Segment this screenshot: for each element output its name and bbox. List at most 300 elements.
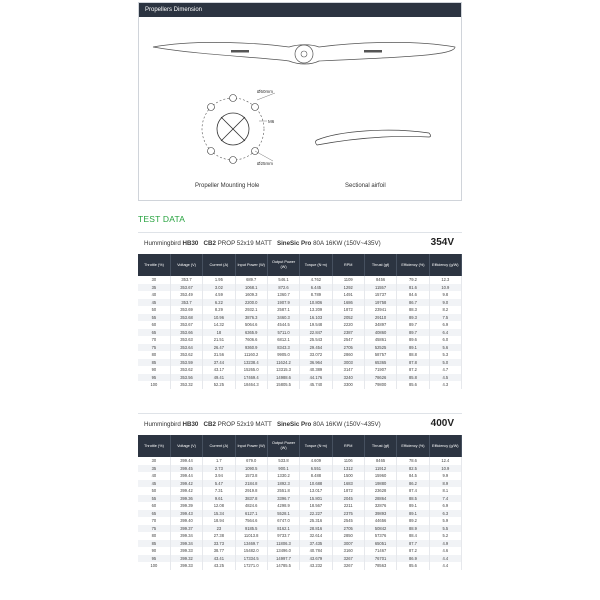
table-cell: 17271.0 — [235, 562, 267, 570]
table-cell: 1907.9 — [267, 299, 299, 307]
table-cell: 8162.1 — [267, 525, 299, 533]
table-row — [138, 487, 462, 495]
table-cell: 85.6 — [397, 381, 429, 389]
table-cell: 35 — [138, 465, 170, 473]
col-header: Current (A) — [203, 254, 235, 276]
table-cell: 40.784 — [300, 547, 332, 555]
table-cell: 6.22 — [203, 299, 235, 307]
table-cell: 40 — [138, 291, 170, 299]
table-cell: 1109 — [332, 276, 364, 284]
table-cell: 82.5 — [397, 465, 429, 473]
table-cell: 399.43 — [170, 510, 202, 518]
table-cell: 14785.5 — [267, 562, 299, 570]
table-cell: 12.08 — [203, 502, 235, 510]
table-cell: 1491 — [332, 291, 364, 299]
col-header: Efficiency (g/W) — [429, 254, 461, 276]
table-row — [138, 465, 462, 473]
table-cell: 353.7 — [170, 299, 202, 307]
table-cell: 13496.0 — [267, 547, 299, 555]
col-header: Current (A) — [203, 435, 235, 457]
table-cell: 3396.7 — [267, 495, 299, 503]
table-cell: 8.9 — [429, 480, 461, 488]
table-cell: 60 — [138, 321, 170, 329]
table-cell: 13469.7 — [235, 540, 267, 548]
table-cell: 2045 — [332, 495, 364, 503]
table-cell: 2545 — [332, 517, 364, 525]
table-row — [138, 381, 462, 389]
table-cell: 6.3 — [429, 510, 461, 518]
table-cell: 399.32 — [170, 555, 202, 563]
table-cell: 8.2 — [429, 306, 461, 314]
table-cell: 9.61 — [203, 495, 235, 503]
table-cell: 679.0 — [235, 457, 267, 465]
table-cell: 65 — [138, 329, 170, 337]
table-cell: 399.39 — [170, 502, 202, 510]
col-header: Output Power (W) — [267, 435, 299, 457]
table-cell: 45861 — [364, 336, 396, 344]
table-cell: 70 — [138, 336, 170, 344]
table-cell: 80 — [138, 532, 170, 540]
table-cell: 31.56 — [203, 351, 235, 359]
table-row — [138, 344, 462, 352]
table-cell: 29.454 — [300, 344, 332, 352]
table-cell: 71907 — [364, 366, 396, 374]
table-cell: 3.02 — [203, 284, 235, 292]
table-cell: 2932.1 — [235, 306, 267, 314]
table-cell: 30 — [138, 276, 170, 284]
table-cell: 4.609 — [300, 457, 332, 465]
table-cell: 3240 — [332, 374, 364, 382]
table-cell: 3837.8 — [235, 495, 267, 503]
table-cell: 52.25 — [203, 381, 235, 389]
table-cell: 87.4 — [397, 487, 429, 495]
table-cell: 2551.8 — [267, 487, 299, 495]
table-row — [138, 457, 462, 465]
table-cell: 16.103 — [300, 314, 332, 322]
table-cell: 50 — [138, 306, 170, 314]
table-row — [138, 336, 462, 344]
table-cell: 87.7 — [397, 540, 429, 548]
table-cell: 6812.1 — [267, 336, 299, 344]
table-cell: 89.1 — [397, 502, 429, 510]
table-cell: 11806.3 — [267, 540, 299, 548]
table-cell: 2200.0 — [235, 299, 267, 307]
table-row — [138, 359, 462, 367]
table-cell: 10.688 — [300, 480, 332, 488]
table-cell: 2705 — [332, 344, 364, 352]
table-cell: 100 — [138, 562, 170, 570]
table-cell: 89.2 — [397, 517, 429, 525]
table-cell: 2587.1 — [267, 306, 299, 314]
table-cell: 23941 — [364, 306, 396, 314]
table-cell: 5.2 — [429, 532, 461, 540]
table-cell: 49.41 — [203, 374, 235, 382]
table-cell: 9.0 — [429, 299, 461, 307]
table-cell: 1683 — [332, 480, 364, 488]
col-header: Torque (N·m) — [300, 435, 332, 457]
table-cell: 6365.9 — [235, 329, 267, 337]
table-row — [138, 480, 462, 488]
table-cell: 89.3 — [397, 314, 429, 322]
col-header: Efficiency (%) — [397, 435, 429, 457]
table-cell: 2850 — [332, 532, 364, 540]
table-cell: 19880 — [364, 480, 396, 488]
propeller-drawing — [139, 17, 463, 202]
table-cell: 86.9 — [397, 555, 429, 563]
table-cell: 353.68 — [170, 314, 202, 322]
table-cell: 5.47 — [203, 480, 235, 488]
table-cell: 9360.9 — [235, 344, 267, 352]
table-cell: 1360.7 — [267, 291, 299, 299]
column-header-row — [138, 435, 462, 457]
table-cell: 22.227 — [300, 510, 332, 518]
table-cell: 32876 — [364, 502, 396, 510]
table-cell: 2.73 — [203, 465, 235, 473]
motor-brand: Hummingbird — [144, 421, 181, 428]
table-cell: 89.7 — [397, 321, 429, 329]
table-cell: 2184.8 — [235, 480, 267, 488]
table-cell: 89.1 — [397, 344, 429, 352]
table-cell: 78626 — [364, 374, 396, 382]
table-cell: 45.740 — [300, 381, 332, 389]
table-cell: 87.8 — [397, 359, 429, 367]
table-cell: 32.614 — [300, 532, 332, 540]
table-cell: 7606.6 — [235, 336, 267, 344]
table-cell: 1090.5 — [235, 465, 267, 473]
table-cell: 1609.3 — [235, 291, 267, 299]
data-table — [138, 435, 462, 570]
table-row — [138, 351, 462, 359]
table-row — [138, 502, 462, 510]
table-cell: 399.44 — [170, 472, 202, 480]
table-cell: 399.45 — [170, 465, 202, 473]
table-cell: 399.37 — [170, 525, 202, 533]
table-cell: 4.7 — [429, 366, 461, 374]
table-cell: 399.42 — [170, 487, 202, 495]
table-cell: 399.33 — [170, 562, 202, 570]
table-row — [138, 517, 462, 525]
table-cell: 44656 — [364, 517, 396, 525]
col-header: Thrust (gf) — [364, 435, 396, 457]
table-cell: 1.7 — [203, 457, 235, 465]
table-cell: 9.8 — [429, 291, 461, 299]
table-cell: 23628 — [364, 487, 396, 495]
col-header: Throttle (%) — [138, 435, 170, 457]
table-cell: 4.6 — [429, 547, 461, 555]
table-cell: 3147 — [332, 366, 364, 374]
table-cell: 11557 — [364, 284, 396, 292]
table-cell: 2547 — [332, 336, 364, 344]
esc-spec: 80A 16KW (150V~435V) — [313, 240, 381, 247]
table-cell: 12.4 — [429, 457, 461, 465]
col-header: Throttle (%) — [138, 254, 170, 276]
table-cell: 84.6 — [397, 291, 429, 299]
table-cell: 36.964 — [300, 359, 332, 367]
table-cell: 6.9 — [429, 502, 461, 510]
prop-spec: PROP 52x19 MATT — [217, 240, 272, 247]
table-cell: 65051 — [364, 540, 396, 548]
table-cell: 353.62 — [170, 366, 202, 374]
table-cell: 27.38 — [203, 532, 235, 540]
table-cell: 43.41 — [203, 555, 235, 563]
table-cell: 3460.3 — [267, 314, 299, 322]
table-cell: 15.34 — [203, 510, 235, 518]
col-header: Voltage (V) — [170, 435, 202, 457]
table-cell: 5711.0 — [267, 329, 299, 337]
airfoil-caption: Sectional airfoil — [345, 183, 386, 189]
table-cell: 14988.6 — [267, 374, 299, 382]
table-cell: 75 — [138, 525, 170, 533]
table-cell: 3267 — [332, 555, 364, 563]
table-cell: 1330.2 — [267, 472, 299, 480]
table-cell: 1292 — [332, 284, 364, 292]
table-cell: 15737 — [364, 291, 396, 299]
table-cell: 8.488 — [300, 472, 332, 480]
table-cell: 4.762 — [300, 276, 332, 284]
table-header-bar — [138, 232, 462, 254]
table-cell: 5528.1 — [267, 510, 299, 518]
table-cell: 353.62 — [170, 351, 202, 359]
table-cell: 86.2 — [397, 480, 429, 488]
motor-brand: Hummingbird — [144, 240, 181, 247]
table-cell: 4824.6 — [235, 502, 267, 510]
table-cell: 28864 — [364, 495, 396, 503]
table-cell: 43.25 — [203, 562, 235, 570]
table-cell: 65365 — [364, 359, 396, 367]
col-header: RPM — [332, 254, 364, 276]
table-cell: 25.543 — [300, 336, 332, 344]
table-cell: 57376 — [364, 532, 396, 540]
table-cell: 50842 — [364, 525, 396, 533]
table-cell: 90 — [138, 366, 170, 374]
table-cell: 5.6 — [429, 344, 461, 352]
motor-model: HB30 — [182, 421, 199, 428]
table-cell: 18.94 — [203, 517, 235, 525]
table-row — [138, 314, 462, 322]
table-cell: 22.847 — [300, 329, 332, 337]
table-cell: 9185.5 — [235, 525, 267, 533]
data-table — [138, 254, 462, 389]
dim-outer-label: Ø50mm — [257, 89, 274, 94]
table-cell: 7.4 — [429, 495, 461, 503]
col-header: Efficiency (%) — [397, 254, 429, 276]
table-cell: 399.34 — [170, 540, 202, 548]
table-row — [138, 525, 462, 533]
table-cell: 35 — [138, 284, 170, 292]
table-cell: 6127.1 — [235, 510, 267, 518]
table-cell: 65 — [138, 510, 170, 518]
table-cell: 38.77 — [203, 547, 235, 555]
table-cell: 23 — [203, 525, 235, 533]
table-cell: 85 — [138, 359, 170, 367]
table-cell: 11624.2 — [267, 359, 299, 367]
table-cell: 3007 — [332, 540, 364, 548]
table-cell: 40 — [138, 472, 170, 480]
dim-inner-label: Ø25mm — [257, 161, 274, 166]
table-cell: 1686 — [332, 299, 364, 307]
table-cell: 45 — [138, 480, 170, 488]
esc-brand: SineSic Pro — [276, 421, 312, 428]
table-cell: 8.29 — [203, 306, 235, 314]
table-cell: 70 — [138, 517, 170, 525]
col-header: Input Power (W) — [235, 435, 267, 457]
table-cell: 1573.8 — [235, 472, 267, 480]
table-cell: 88.5 — [397, 495, 429, 503]
table-cell: 71467 — [364, 547, 396, 555]
table-cell: 3003 — [332, 359, 364, 367]
table-cell: 76701 — [364, 555, 396, 563]
table-cell: 8465 — [364, 457, 396, 465]
table-cell: 8.1 — [429, 487, 461, 495]
table-row — [138, 284, 462, 292]
table-cell: 85.6 — [397, 562, 429, 570]
table-cell: 85 — [138, 540, 170, 548]
table-row — [138, 299, 462, 307]
table-cell: 95 — [138, 374, 170, 382]
table-cell: 21.51 — [203, 336, 235, 344]
table-row — [138, 276, 462, 284]
table-cell: 29110 — [364, 314, 396, 322]
col-header: Thrust (gf) — [364, 254, 396, 276]
table-cell: 353.49 — [170, 291, 202, 299]
esc-spec: 80A 16KW (150V~435V) — [313, 421, 381, 428]
col-header: Efficiency (g/W) — [429, 435, 461, 457]
table-cell: 1892.3 — [267, 480, 299, 488]
table-row — [138, 306, 462, 314]
table-cell: 399.34 — [170, 532, 202, 540]
esc-brand: SineSic Pro — [276, 240, 312, 247]
table-cell: 546.1 — [267, 276, 299, 284]
table-cell: 6747.0 — [267, 517, 299, 525]
table-cell: 78.6 — [397, 457, 429, 465]
table-cell: 86.7 — [397, 299, 429, 307]
table-cell: 6.9 — [429, 321, 461, 329]
table-cell: 15265.0 — [235, 366, 267, 374]
table-cell: 1312 — [332, 465, 364, 473]
table-cell: 1872 — [332, 487, 364, 495]
table-cell: 6.551 — [300, 465, 332, 473]
prop-brand: CB2 — [203, 421, 216, 428]
table-cell: 6.445 — [300, 284, 332, 292]
table-row — [138, 321, 462, 329]
table-cell: 45 — [138, 299, 170, 307]
table-cell: 10.9 — [429, 465, 461, 473]
table-cell: 3876.3 — [235, 314, 267, 322]
table-cell: 95 — [138, 555, 170, 563]
table-row — [138, 540, 462, 548]
prop-brand: CB2 — [203, 240, 216, 247]
table-cell: 13315.3 — [267, 366, 299, 374]
test-table-400v — [138, 413, 462, 570]
table-row — [138, 329, 462, 337]
table-cell: 44.176 — [300, 374, 332, 382]
table-cell: 10.806 — [300, 299, 332, 307]
table-cell: 88.3 — [397, 306, 429, 314]
table-cell: 353.32 — [170, 381, 202, 389]
col-header: Output Power (W) — [267, 254, 299, 276]
table-cell: 1106 — [332, 457, 364, 465]
table-cell: 4.4 — [429, 562, 461, 570]
table-cell: 14997.7 — [267, 555, 299, 563]
table-cell: 11912 — [364, 465, 396, 473]
table-cell: 399.33 — [170, 547, 202, 555]
table-cell: 90 — [138, 547, 170, 555]
table-cell: 17334.5 — [235, 555, 267, 563]
table-cell: 353.64 — [170, 344, 202, 352]
table-cell: 28.816 — [300, 525, 332, 533]
table-cell: 399.36 — [170, 495, 202, 503]
table-cell: 89.6 — [397, 336, 429, 344]
table-cell: 399.40 — [170, 517, 202, 525]
table-cell: 353.67 — [170, 284, 202, 292]
table-cell: 25.316 — [300, 517, 332, 525]
table-cell: 353.67 — [170, 321, 202, 329]
table-cell: 18 — [203, 329, 235, 337]
table-cell: 353.7 — [170, 276, 202, 284]
table-row — [138, 366, 462, 374]
table-cell: 15.801 — [300, 495, 332, 503]
table-cell: 55 — [138, 314, 170, 322]
table-cell: 689.7 — [235, 276, 267, 284]
table-cell: 8456 — [364, 276, 396, 284]
table-cell: 87.2 — [397, 547, 429, 555]
table-cell: 11160.2 — [235, 351, 267, 359]
table-cell: 353.69 — [170, 306, 202, 314]
table-cell: 3267 — [332, 562, 364, 570]
table-row — [138, 495, 462, 503]
table-cell: 17469.4 — [235, 374, 267, 382]
table-cell: 7.31 — [203, 487, 235, 495]
table-cell: 81.6 — [397, 284, 429, 292]
table-cell: 2052 — [332, 314, 364, 322]
blade-logo-left — [231, 50, 249, 53]
mounting-caption: Propeller Mounting Hole — [195, 183, 260, 189]
table-cell: 3160 — [332, 547, 364, 555]
table-cell: 2220 — [332, 321, 364, 329]
table-cell: 43.17 — [203, 366, 235, 374]
table-cell: 872.6 — [267, 284, 299, 292]
table-cell: 1500 — [332, 472, 364, 480]
table-cell: 7564.6 — [235, 517, 267, 525]
table-cell: 353.59 — [170, 359, 202, 367]
table-cell: 6.0 — [429, 336, 461, 344]
table-row — [138, 510, 462, 518]
table-cell: 33.73 — [203, 540, 235, 548]
table-cell: 88.4 — [397, 532, 429, 540]
table-cell: 75 — [138, 344, 170, 352]
col-header: Voltage (V) — [170, 254, 202, 276]
table-cell: 2375 — [332, 510, 364, 518]
voltage-label: 354V — [430, 237, 454, 248]
table-cell: 88.8 — [397, 351, 429, 359]
table-cell: 30 — [138, 457, 170, 465]
table-cell: 15482.0 — [235, 547, 267, 555]
table-cell: 85.8 — [397, 374, 429, 382]
table-cell: 15805.5 — [267, 381, 299, 389]
table-cell: 40.389 — [300, 366, 332, 374]
col-header: RPM — [332, 435, 364, 457]
table-cell: 26.47 — [203, 344, 235, 352]
table-cell: 5.3 — [429, 351, 461, 359]
table-cell: 13.209 — [300, 306, 332, 314]
table-header-bar — [138, 413, 462, 435]
table-cell: 19758 — [364, 299, 396, 307]
table-cell: 3.94 — [203, 472, 235, 480]
table-cell: 14.32 — [203, 321, 235, 329]
table-cell: 2211 — [332, 502, 364, 510]
table-cell: 18.567 — [300, 502, 332, 510]
table-cell: 353.56 — [170, 374, 202, 382]
